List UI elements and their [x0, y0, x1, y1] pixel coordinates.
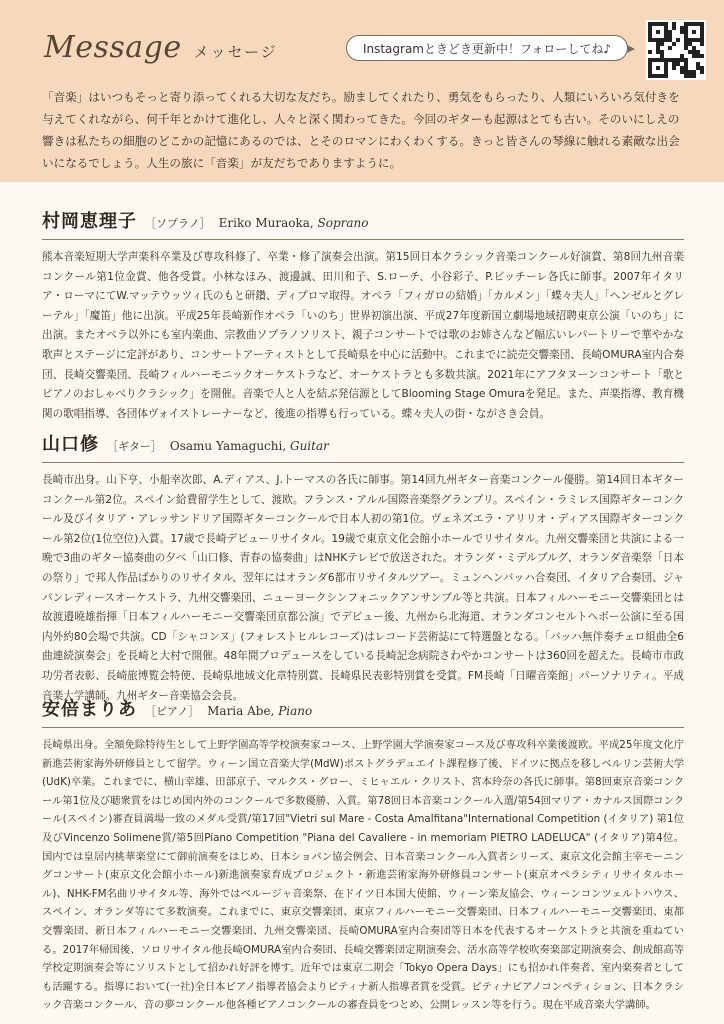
qr-code-icon[interactable] [646, 20, 706, 80]
performer-name-en: Eriko Muraoka, Soprano [218, 216, 369, 230]
message-body: 「音楽」はいつもそっと寄り添ってくれる大切な友だち。励ましてくれたり、勇気をもらったり、人類にいろいろ気付きを与えてくれながら、何千年とかけて進化し、人々と深く関わってきた。今回のギターも起源はとても古い。そのいにしえの響きは私たちの細胞のどこかの記憶にあるのでは、とそのロマンにわくわくする。きっと皆さんの琴線に触れる素敵な出会いになるでしょう。人生の旅に「音楽」が友だちでありますように。 [42, 90, 680, 170]
performer-profile-guitar [42, 430, 684, 706]
message-title-jp: メッセージ [193, 43, 278, 61]
performer-heading [42, 695, 684, 721]
performer-name-jp: 村岡恵理子 [42, 211, 137, 232]
message-title [44, 30, 278, 65]
performer-name-en: Osamu Yamaguchi, Guitar [169, 439, 329, 453]
performer-heading [42, 207, 684, 233]
divider [42, 727, 684, 728]
performer-name-jp: 山口修 [42, 434, 99, 455]
message-section [0, 0, 724, 182]
instagram-speech-bubble: Instagramときどき更新中！フォローしてね♪ [346, 35, 628, 61]
divider [42, 462, 684, 463]
performer-bio: 長崎県出身。全額免除特待生として上野学園高等学校演奏家コース、上野学園大学演奏家コース及び専攻科卒業後渡欧。平成25年度文化庁新進芸術家海外研修員として留学。ウィーン国立音楽大学(MdW)ポストグラデュエイト課程修了後、ドイツに拠点を移しベルリン芸術大学(UdK)卒業。これまでに、横山幸雄、田部京子、マルクス・グロー、ミヒャエル・クリスト、宮本玲奈の各氏に師事。第8回東京音楽コンクール第1位及び聴衆賞をはじめ国内外のコンクールで多数優勝、入賞。第78回日本音楽コンクール入選/第54回マリア・カナルス国際コンクール(スペイン)審査員満場一致のメダル受賞/第17回"Vietri sul Mare - Costa Amalfitana"International Competition (イタリア) 第1位及びVincenzo Solimene賞/第5回Piano Competition "Piana del Cavaliere - in memoriam PIETRO LADELUCA" (イタリア)第4位。国内では皇居内桃華楽堂にて御前演奏をはじめ、日本ショパン協会例会、日本音楽コンクール入賞者シリーズ、東京文化会館主宰モーニングコンサート(東京文化会館小ホール)新進演奏家育成プロジェクト・新進芸術家海外研修員コンサート(東京オペラシティリサイタルホール)、NHK-FM名曲リサイタル等、海外ではベルージャ音楽祭、在ドイツ日本国大使館、ウィーン楽友協会、ウィーンコンツェルトハウス、スペイン、オランダ等にて多数演奏。これまでに、東京交響楽団、東京フィルハーモニー交響楽団、日本フィルハーモニー交響楽団、東都交響楽団、新日本フィルハーモニー交響楽団、九州交響楽団、長崎OMURA室内合奏団等日本を代表するオーケストラと共演を重ねている。2017年帰国後、ソロリサイタル他長崎OMURA室内合奏団、長崎交響楽団定期演奏会、活水高等学校吹奏楽部定期演奏会、創成館高等学校定期演奏会等にソリストとして招かれ好評を博す。近年では東京二期会「Tokyo Opera Days」にも招かれ伴奏者、室内楽奏者としても活躍する。指導において(一社)全日本ピアノ指導者協会よりピティナ新人指導者賞を受賞。ピティナピアノコンペティション、日本クラシック音楽コンクール、音の夢コンクール他各種ピアノコンクールの審査員をつとめ、公開レッスン等を行う。現在平成音楽大学講師。 [42, 739, 684, 1012]
divider [42, 239, 684, 240]
performer-bio: 長崎市出身。山下亨、小船幸次郎、A.ディアス、J.トーマスの各氏に師事。第14回九州ギター音楽コンクール優勝。第14回日本ギターコンクール第2位。スペイン給費留学生として、渡欧。フランス・アルル国際音楽祭グランプリ。スペイン・ラミレス国際ギターコンクール及びイタリア・アレッサンドリア国際ギターコンクールで日本人初の第1位。ヴェネズエラ・アリリオ・ディアス国際ギターコンクール第2位(1位空位)入賞。17歳で長崎デビューリサイタル。19歳で東京文化会館小ホールでリサイタル。九州交響楽団と共演による一晩で3曲のギター協奏曲の夕べ「山口修、青春の協奏曲」はNHKテレビで放送された。オランダ・ミデルブルグ、オランダ音楽祭「日本の祭り」で邦人作品ばかりのリサイタル、翌年にはオランダ6都市リサイタルツアー。ミュンヘンバッハ合奏団、イタリア合奏団、ジャパンレディースオーケストラ、九州交響楽団、ニューヨークシンフォニックアンサンブル等と共演。日本フィルハーモニー交響楽団とは故渡邉曉雄指揮「日本フィルハーモニー交響楽団京都公演」でデビュー後、九州から北海道、オランダコンセルトヘボー公演に至る国内外約80会場で共演。CD「シャコンヌ」(フォレストヒルレコーズ)はレコード芸術誌にて特選盤となる。「バッハ無伴奏チェロ組曲全6曲連続演奏会」を長崎と大村で開催。48年間プロデュースをしている長崎記念病院さわやかコンサートは360回を超えた。長崎市市政功労者表彰、長崎旅博覧会特使、長崎県地域文化章特別賞、長崎県民表彰特別賞を受賞。FM長崎「日曜音楽館」パーソナリティ。平成音楽大学講師。九州ギター音楽協会会長。 [42, 474, 684, 702]
message-title-script: Message [44, 30, 182, 65]
performer-profile-piano [42, 695, 684, 1015]
performer-profile-soprano [42, 207, 684, 424]
performer-name-jp: 安倍まりあ [42, 699, 137, 720]
performer-bio: 熊本音楽短期大学声楽科卒業及び専攻科修了、卒業・修了演奏会出演。第15回日本クラシック音楽コンクール好演賞、第8回九州音楽コンクール第1位金賞、他各受賞。小林なほみ、渡邊誠、田川和子、S.ローチ、小谷彩子、P.ビッチーレ各氏に師事。2007年イタリア・ローマにてW.マッテウッツィ氏のもと研鑽、ディプロマ取得。オペラ「フィガロの結婚」「カルメン」「蝶々夫人」「ヘンゼルとグレーテル」「魔笛」他に出演。平成25年長崎新作オペラ「いのち」世界初演出演、平成27年度新国立劇場地域招聘東京公演「いのち」に出演。またオペラ以外にも室内楽曲、宗教曲ソプラノソリスト、親子コンサートでは歌のお姉さんなど幅広いレパートリーで華やかな歌声とステージに定評があり、コンサートアーティストとして長崎県を中心に活動中。これまでに読売交響楽団、長崎OMURA室内合奏団、長崎交響楽団、長崎フィルハーモニックオーケストラなど、オーケストラとも多数共演。2021年にアフタヌーンコンサート「歌とピアノのおしゃべりクラシック」を開催。音楽で人と人を結ぶ発信源としてBlooming Stage Omuraを発足。また、声楽指導、教育機関の歌唱指導、各団体ヴォイストレーナーなど、後進の指導も行っている。蝶々夫人の街・ながさき会員。 [42, 251, 684, 420]
performer-role: ［ピアノ］ [145, 705, 200, 718]
performer-heading [42, 430, 684, 456]
performer-name-en: Maria Abe, Piano [207, 704, 313, 718]
performer-role: ［ギター］ [107, 440, 162, 453]
performer-role: ［ソプラノ］ [145, 217, 211, 230]
